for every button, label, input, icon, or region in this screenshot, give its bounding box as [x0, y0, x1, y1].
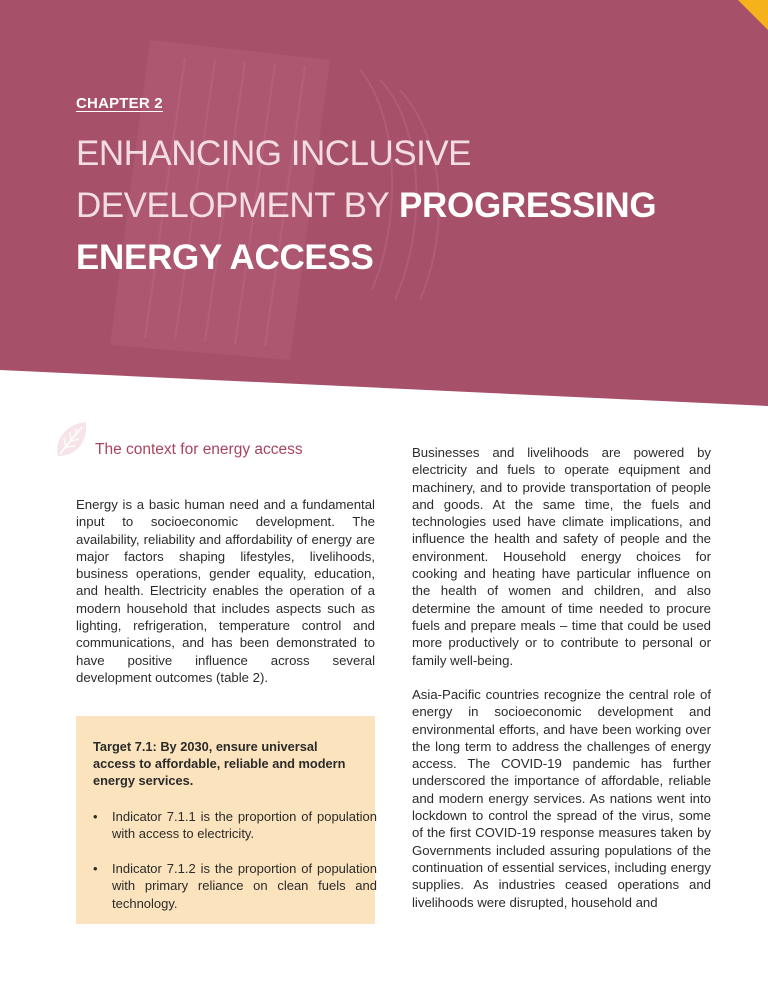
indicator-item — [93, 860, 377, 912]
body-paragraph-right-2: Asia-Pacific countries recognize the central role of energy in socioeconomic development and environmental efforts, and have been working over the long term to address the challenges of energy access. The COVID-19 pandemic has further underscored the importance of affordable, reliable and modern energy services. As nations went into lockdown to control the spread of the virus, some of the first COVID-19 response measures taken by Governments included assuring populations of the continuation of essential services, including energy supplies. As industries ceased operations and livelihoods were disrupted, household and — [412, 687, 711, 910]
body-paragraph-right-1: Businesses and livelihoods are powered by electricity and fuels to operate equipment and machinery, and to provide transportation of people and goods. At the same time, the fuels and technologies used have climate implications, and influence the health and safety of people and the environment. Household energy choices for cooking and heating have particular influence on the health of women and children, and also determine the amount of time needed to procure fuels and prepare meals – time that could be used more productively or to contribute to personal or family well-being. — [412, 445, 711, 668]
indicator-text: Indicator 7.1.1 is the proportion of population with access to electricity. — [112, 809, 377, 842]
target-title: Target 7.1: By 2030, ensure universal access to affordable, reliable and modern energy services. — [93, 739, 346, 788]
chapter-label: CHAPTER 2 — [76, 95, 163, 112]
title-bold-part: PROGRESSING ENERGY ACCESS — [76, 186, 657, 277]
body-paragraph-left: Energy is a basic human need and a fundamental input to socioeconomic development. The availability, reliability and affordability of energy are major factors shaping lifestyles, livelihoods, business operations, gender equality, education, and health. Electricity enables the operation of a modern household that includes aspects such as lighting, refrigeration, temperature control and communications, and has been demonstrated to have positive influence across several development outcomes (table 2). — [76, 497, 375, 685]
chapter-title — [76, 128, 716, 284]
indicator-text: Indicator 7.1.2 is the proportion of population with primary reliance on clean fuels and technology. — [112, 861, 377, 911]
title-light-part: ENHANCING INCLUSIVE DEVELOPMENT BY — [76, 134, 472, 225]
leaf-icon — [52, 418, 92, 462]
sdg-target-box — [76, 716, 375, 924]
bullet-icon: • — [93, 861, 98, 876]
indicator-item — [93, 808, 377, 843]
section-heading: The context for energy access — [95, 441, 303, 458]
bullet-icon: • — [93, 809, 98, 824]
